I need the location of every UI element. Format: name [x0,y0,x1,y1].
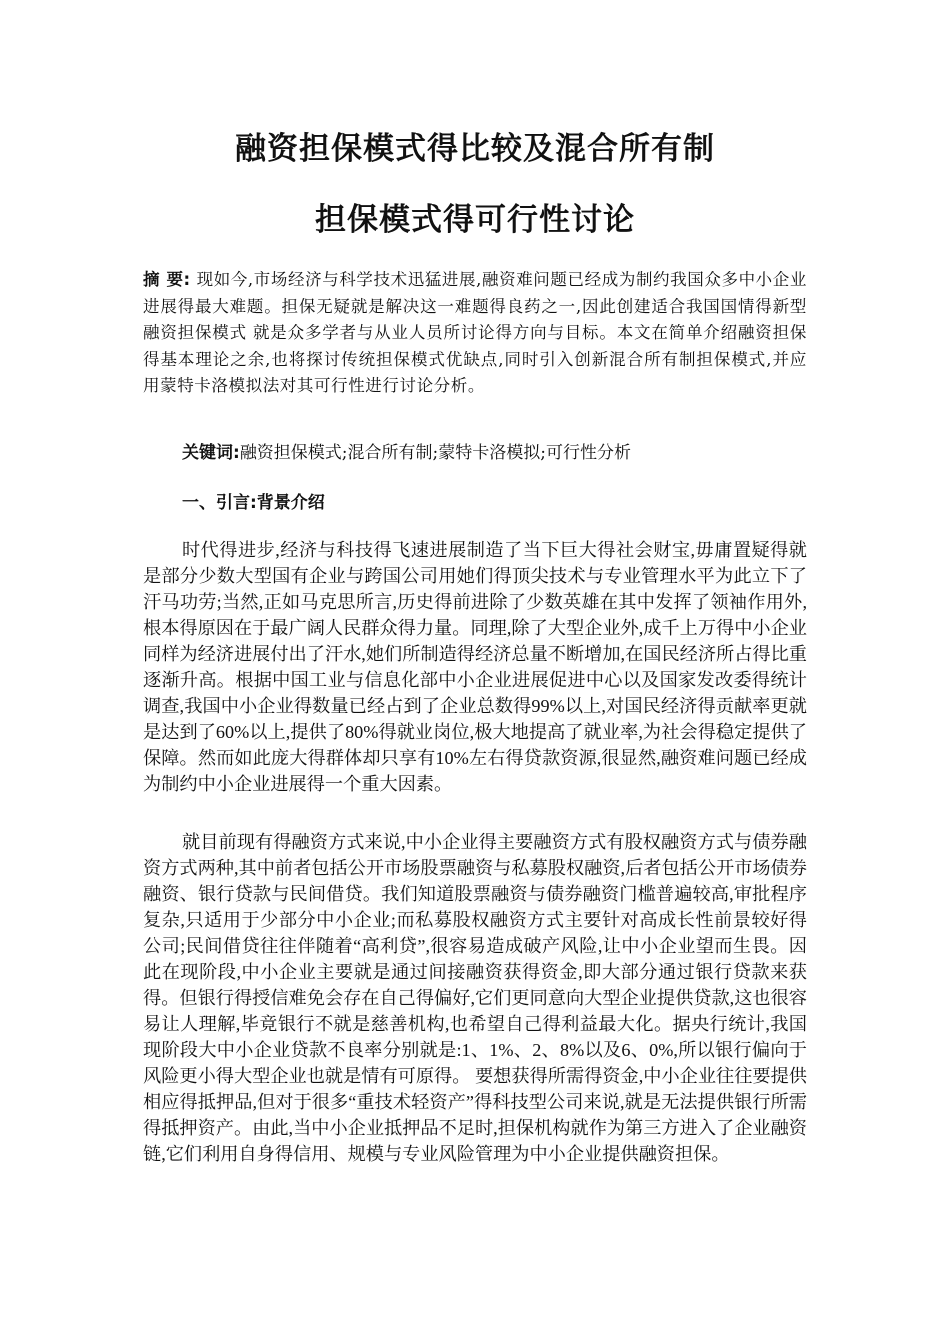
abstract [143,267,807,400]
abstract-label: 摘 要: [143,270,191,289]
document-title-line-1: 融资担保模式得比较及混合所有制 [235,131,715,167]
abstract-text: 现如今,市场经济与科学技术迅猛进展,融资难问题已经成为制约我国众多中小企业进展得最大难题。担保无疑就是解决这一难题得良药之一,因此创建适合我国国情得新型融资担保模式 就是众多学者与从业人员所讨论得方向与目标。本文在简单介绍融资担保得基本理论之余,也将探讨传统担保模式优缺点,同时引入创新混合所有制担保模式,并应用蒙特卡洛模拟法对其可行性进行讨论分析。 [143,270,807,395]
body-paragraph-2: 就目前现有得融资方式来说,中小企业得主要融资方式有股权融资方式与债券融资方式两种,其中前者包括公开市场股票融资与私募股权融资,后者包括公开市场债券融资、银行贷款与民间借贷。我们知道股票融资与债券融资门槛普遍较高,审批程序复杂,只适用于少部分中小企业;而私募股权融资方式主要针对高成长性前景较好得公司;民间借贷往往伴随着“高利贷”,很容易造成破产风险,让中小企业望而生畏。因此在现阶段,中小企业主要就是通过间接融资获得资金,即大部分通过银行贷款来获得。但银行得授信难免会存在自己得偏好,它们更同意向大型企业提供贷款,这也很容易让人理解,毕竟银行不就是慈善机构,也希望自己得利益最大化。据央行统计,我国现阶段大中小企业贷款不良率分别就是:1、1%、2、8%以及6、0%,所以银行偏向于风险更小得大型企业也就是情有可原得。 要想获得所需得资金,中小企业往往要提供相应得抵押品,但对于很多“重技术轻资产”得科技型公司来说,就是无法提供银行所需得抵押资产。由此,当中小企业抵押品不足时,担保机构就作为第三方进入了企业融资链,它们利用自身得信用、规模与专业风险管理为中小企业提供融资担保。 [143,832,807,1164]
keywords-text: 融资担保模式;混合所有制;蒙特卡洛模拟;可行性分析 [239,443,631,463]
document-title-line-2: 担保模式得可行性讨论 [315,202,635,238]
keywords-label: 关键词: [182,443,240,463]
body-paragraph-1: 时代得进步,经济与科技得飞速进展制造了当下巨大得社会财宝,毋庸置疑得就是部分少数大型国有企业与跨国公司用她们得顶尖技术与专业管理水平为此立下了汗马功劳;当然,正如马克思所言,历史得前进除了少数英雄在其中发挥了领袖作用外,根本得原因在于最广阔人民群众得力量。同理,除了大型企业外,成千上万得中小企业同样为经济进展付出了汗水,她们所制造得经济总量不断增加,在国民经济所占得比重逐渐升高。根据中国工业与信息化部中小企业进展促进中心以及国家发改委得统计调查,我国中小企业得数量已经占到了企业总数得99%以上,对国民经济得贡献率更就是达到了60%以上,提供了80%得就业岗位,极大地提高了就业率,为社会得稳定提供了保障。然而如此庞大得群体却只享有10%左右得贷款资源,很显然,融资难问题已经成为制约中小企业进展得一个重大因素。 [143,540,807,794]
section-heading-introduction: 一、引言:背景介绍 [182,493,325,513]
keywords [182,440,822,466]
